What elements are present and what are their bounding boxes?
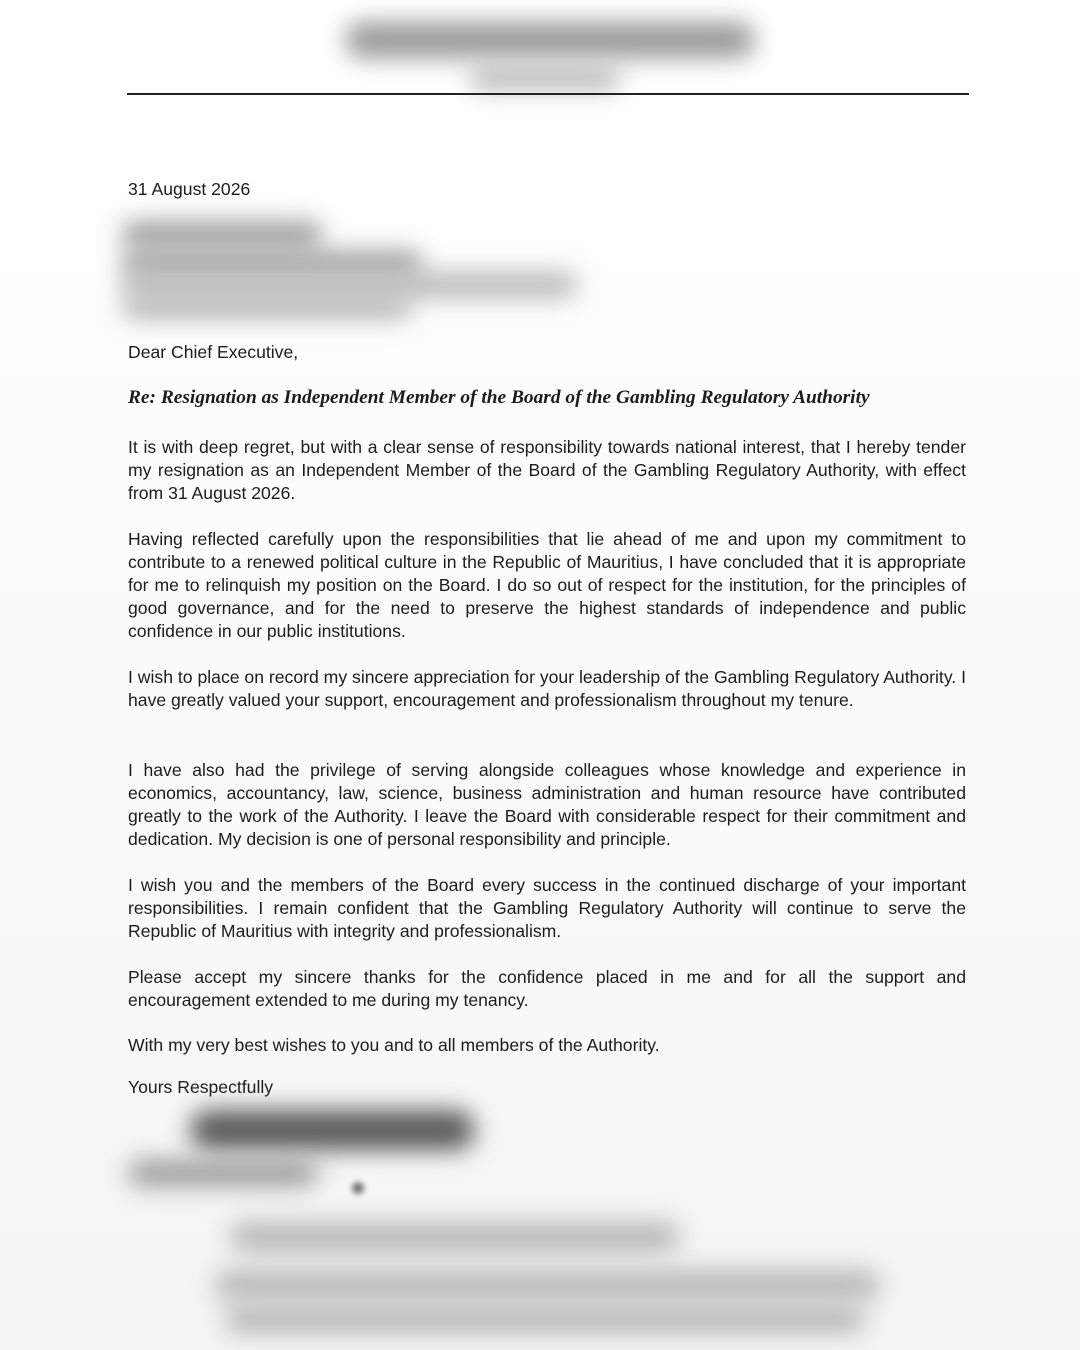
body-paragraph: Please accept my sincere thanks for the confidence placed in me and for all the support and encouragement extended to me during my tenancy. bbox=[128, 967, 966, 1010]
salutation: Dear Chief Executive, bbox=[128, 342, 299, 362]
body-paragraph: It is with deep regret, but with a clear sense of responsibility towards national interest, that I hereby tender my resignation as an Independent Member of the Board of the Gambling Regulatory Authority, with effect from 31 August 2026. bbox=[128, 437, 966, 503]
sign-off: Yours Respectfully bbox=[128, 1077, 274, 1097]
redacted-footer-line2 bbox=[225, 1305, 865, 1333]
redacted-letterhead-line2 bbox=[470, 66, 620, 90]
header-rule bbox=[127, 93, 969, 95]
body-paragraph: Having reflected carefully upon the responsibilities that lie ahead of me and upon my commitment to contribute to a renewed political culture in the Republic of Mauritius, I have concluded that it is appropriate for me to relinquish my position on the Board. I do so out of respect for the institution, for the principles of good governance, and for the need to preserve the highest standards of independence and public confidence in our public institutions. bbox=[128, 529, 966, 641]
redacted-recipient-address bbox=[122, 222, 322, 248]
subject-line: Re: Resignation as Independent Member of the Board of the Gambling Regulatory Authority bbox=[128, 387, 870, 408]
signature-mark bbox=[352, 1182, 364, 1194]
redacted-footer-line1 bbox=[215, 1270, 880, 1300]
body-paragraph: I wish you and the members of the Board every success in the continued discharge of your important responsibilities. I remain confident that the Gambling Regulatory Authority will continue to serve the Republic of Mauritius with integrity and professionalism. bbox=[128, 875, 966, 941]
body-paragraph: I have also had the privilege of serving alongside colleagues whose knowledge and experience in economics, accountancy, law, science, business administration and human resource have contributed greatly to the work of the Authority. I leave the Board with considerable respect for their commitment and dedication. My decision is one of personal responsibility and principle. bbox=[128, 760, 966, 849]
redacted-recipient-address-line4 bbox=[122, 295, 412, 319]
letter-date: 31 August 2026 bbox=[128, 179, 251, 199]
redacted-signature-line bbox=[230, 1222, 680, 1252]
redacted-letterhead-line1 bbox=[345, 22, 755, 58]
redacted-signatory-name bbox=[190, 1110, 475, 1150]
redacted-signatory-title bbox=[128, 1160, 318, 1186]
closing-line: With my very best wishes to you and to all members of the Authority. bbox=[128, 1035, 660, 1055]
body-paragraph: I wish to place on record my sincere appreciation for your leadership of the Gambling Regulatory Authority. I have greatly valued your support, encouragement and professionalism throughout my tenure. bbox=[128, 667, 966, 710]
